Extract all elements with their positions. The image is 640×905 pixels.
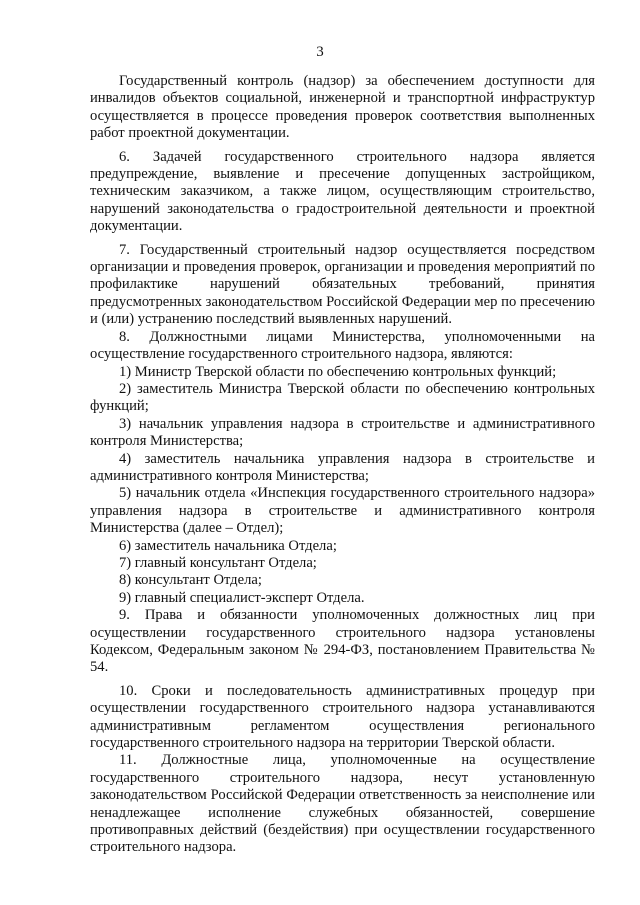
list-item-8: 8) консультант Отдела; — [119, 572, 262, 589]
paragraph-9: 9. Права и обязанности уполномоченных должностных лиц при осуществлении государственного строительного надзора установлены Кодексом, Федеральным законом № 294-ФЗ, постановлением Правительства № 54. — [90, 607, 595, 676]
list-item-7: 7) главный консультант Отдела; — [119, 554, 317, 571]
list-item-6: 6) заместитель начальника Отдела; — [119, 537, 337, 554]
page-number: 3 — [316, 44, 324, 60]
paragraph-8: 8. Должностными лицами Министерства, уполномоченными на осуществление государственного строительного надзора, являются: — [90, 328, 595, 363]
paragraph-7: 7. Государственный строительный надзор осуществляется посредством организации и проведения проверок, организации и проведения мероприятий по профилактике нарушений обязательных требований, принятия предусмотренных законодательством Российской Федерации мер по пресечению и (или) устранению последствий выявленных нарушений. — [90, 241, 595, 328]
paragraph-11: 11. Должностные лица, уполномоченные на осуществление государственного строительного надзора, несут установленную законодательством Российской Федерации ответственность за неисполнение или ненадлежащее исполнение служебных обязанностей, совершение противоправных действий (бездействия) при осуществлении государственного строительного надзора. — [90, 752, 595, 856]
paragraph-accessibility-control: Государственный контроль (надзор) за обеспечением доступности для инвалидов объектов социальной, инженерной и транспортной инфраструктур осуществляется в процессе проведения проверок соответствия выполненных работ проектной документации. — [90, 73, 595, 142]
list-item-9: 9) главный специалист-эксперт Отдела. — [119, 589, 365, 606]
paragraph-6: 6. Задачей государственного строительного надзора является предупреждение, выявление и пресечение допущенных застройщиком, техническим заказчиком, а также лицом, осуществляющим строительство, нарушений законодательства о градостроительной деятельности и проектной документации. — [90, 148, 595, 235]
list-item-5: 5) начальник отдела «Инспекция государственного строительного надзора» управления надзора в строительстве и административного контроля Министерства (далее – Отдел); — [90, 485, 595, 537]
list-item-3: 3) начальник управления надзора в строительстве и административного контроля Министерства; — [90, 415, 595, 450]
list-item-4: 4) заместитель начальника управления надзора в строительстве и административного контроля Министерства; — [90, 450, 595, 484]
list-item-1: 1) Министр Тверской области по обеспечению контрольных функций; — [119, 363, 557, 380]
document-body — [90, 73, 595, 857]
paragraph-10: 10. Сроки и последовательность административных процедур при осуществлении государственного строительного надзора устанавливаются административным регламентом осуществления регионального государственного строительного надзора на территории Тверской области. — [90, 682, 595, 752]
list-item-2: 2) заместитель Министра Тверской области по обеспечению контрольных функций; — [90, 380, 595, 415]
